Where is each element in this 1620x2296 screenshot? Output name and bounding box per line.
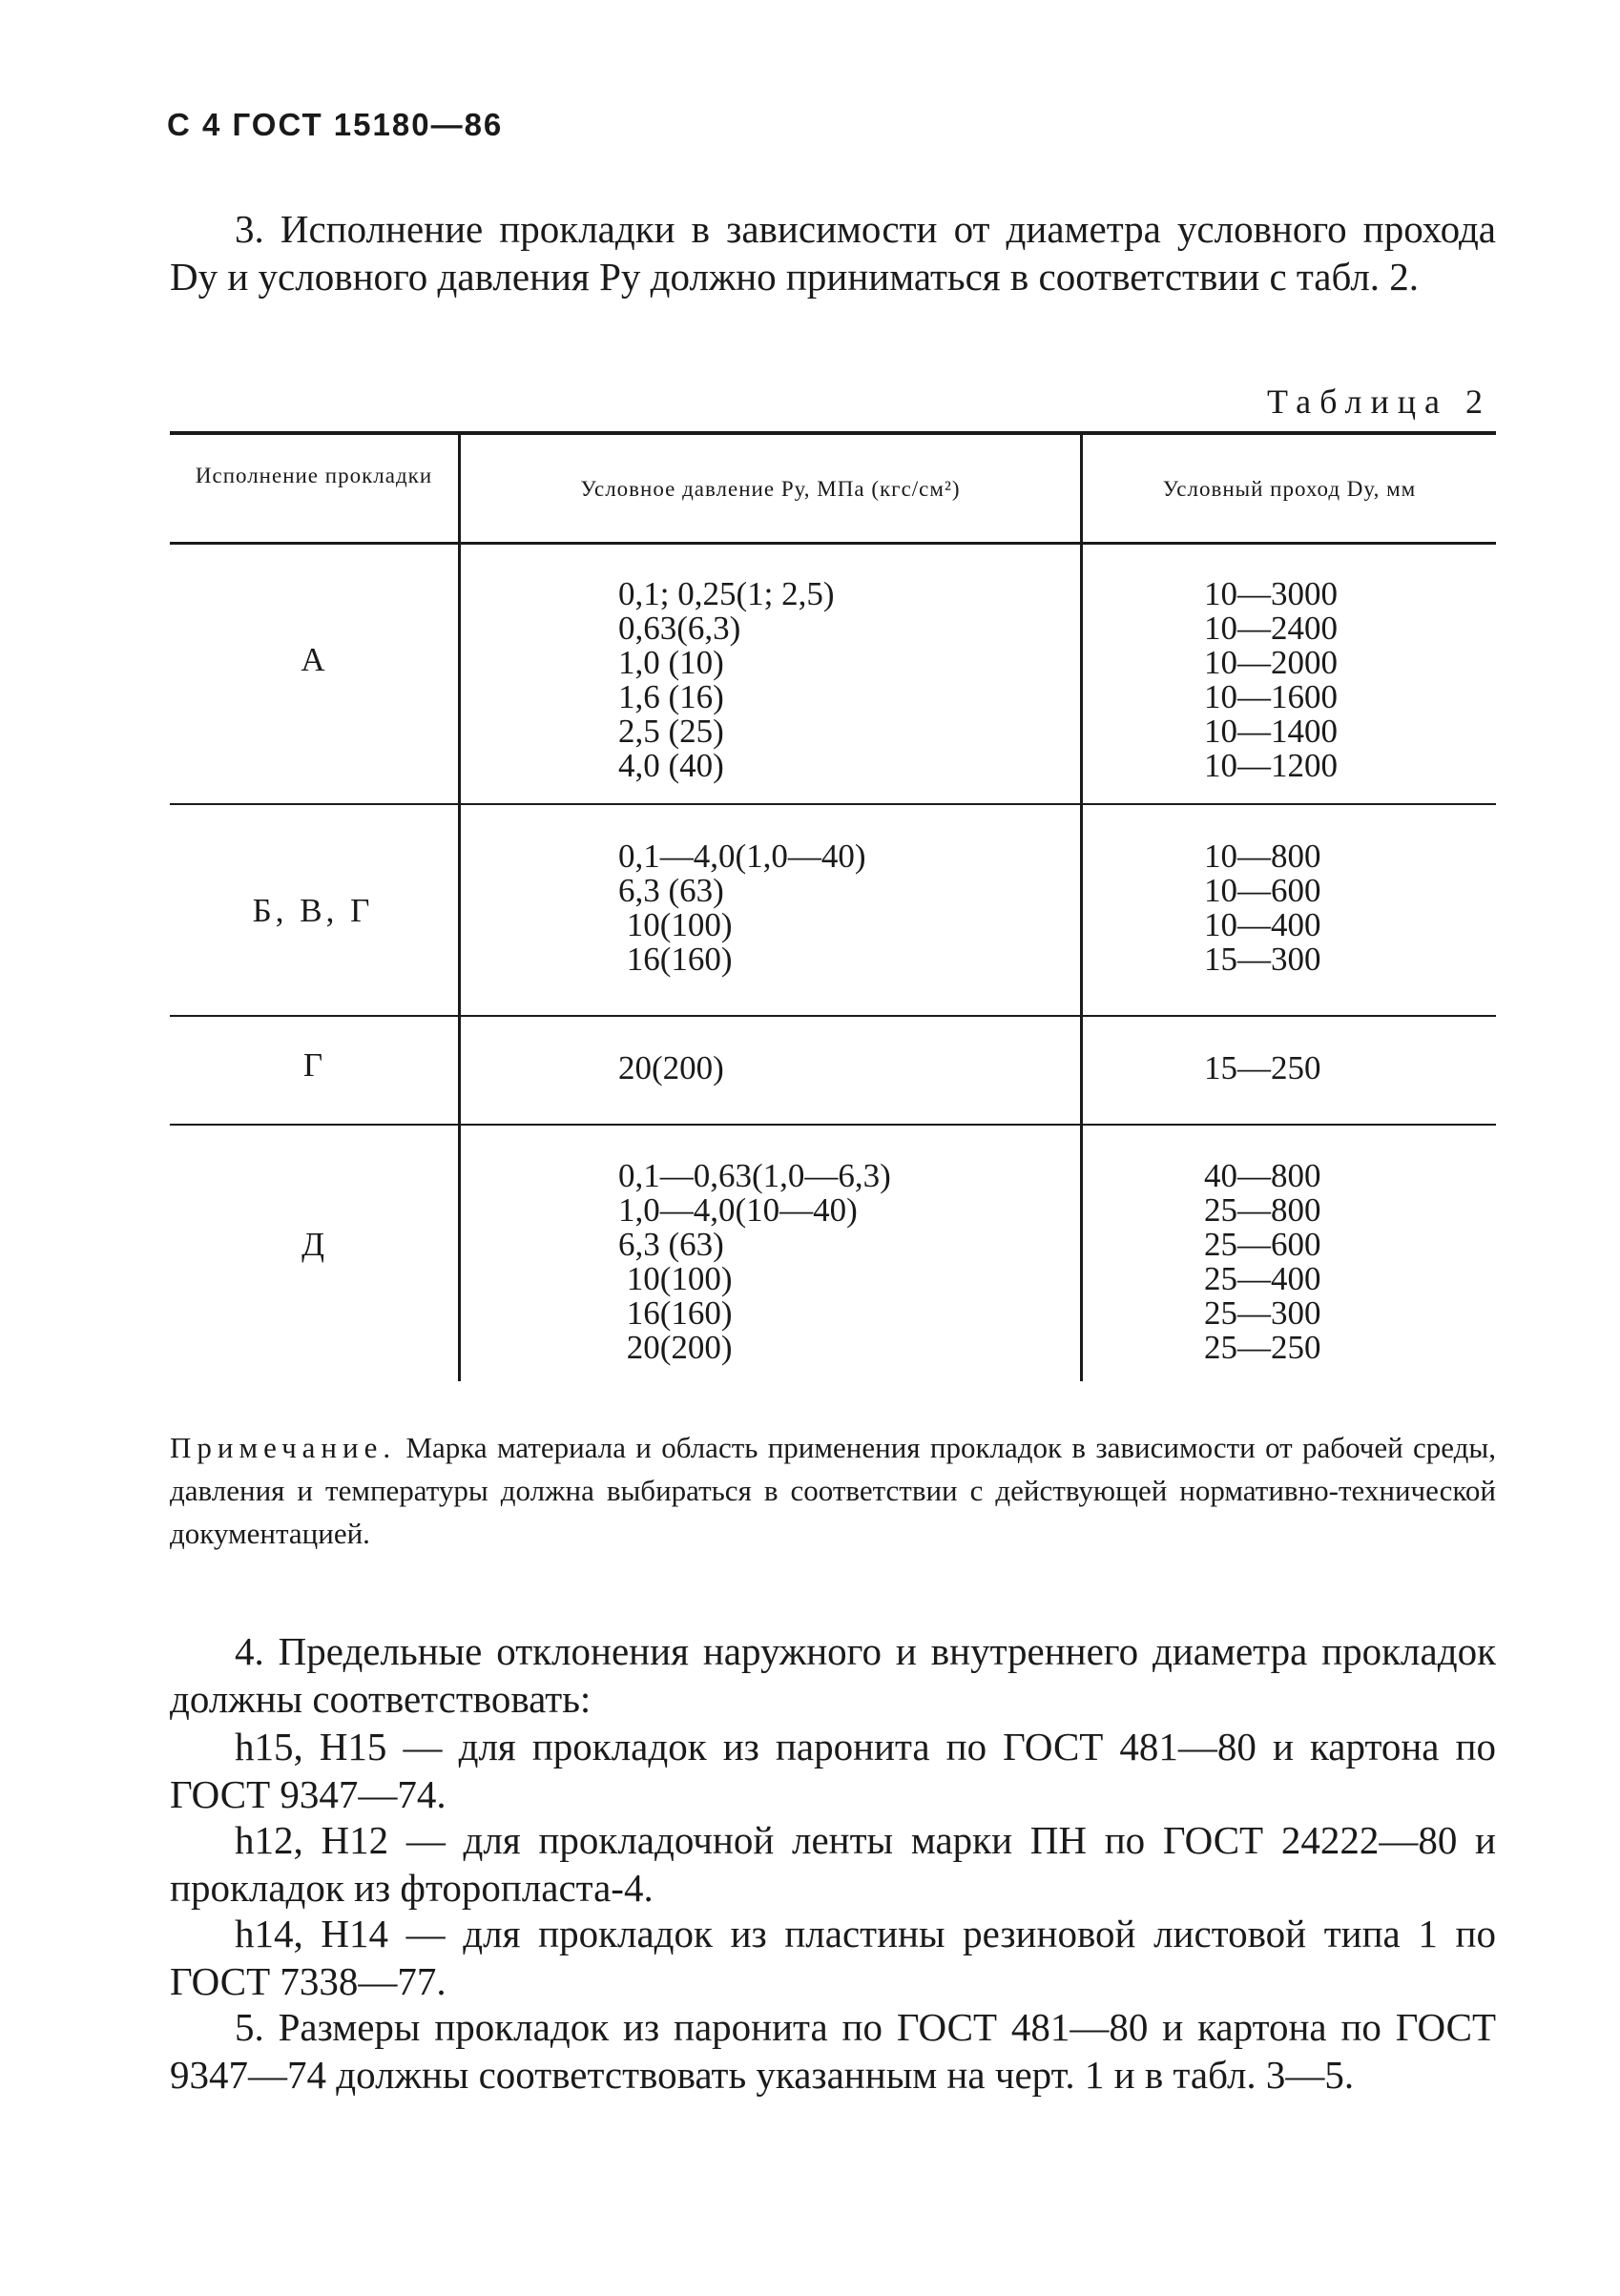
column-divider-2 xyxy=(1080,435,1083,1381)
tolerance-item: h15, H15 — для прокладок из паронита по ГОСТ 481—80 и картона по ГОСТ 9347—74. xyxy=(170,1725,1496,1816)
paragraph-5: 5. Размеры прокладок из паронита по ГОСТ 481—80 и картона по ГОСТ 9347—74 должны соответствовать указанным на черт. 1 и в табл. 3—5. xyxy=(170,2005,1496,2097)
table-cell-diameters: 15—250 xyxy=(1204,1049,1321,1086)
table-cell-pressures: 0,1—4,0(1,0—40) 6,3 (63) 10(100) 16(160) xyxy=(618,838,866,978)
table-cell-pressures: 0,1; 0,25(1; 2,5) 0,63(6,3) 1,0 (10) 1,6 (16) 2,5 (25) 4,0 (40) xyxy=(618,575,835,784)
table-cell-pressures: 0,1—0,63(1,0—6,3) 1,0—4,0(10—40) 6,3 (63) 10(100) 16(160) 20(200) xyxy=(618,1157,891,1366)
column-header-diameter: Условный проход Dу, мм xyxy=(1162,477,1417,501)
paragraph-3 xyxy=(170,205,1496,300)
note-label: Примечание. xyxy=(170,1431,397,1464)
tolerance-item: h12, H12 — для прокладочной ленты марки ПН по ГОСТ 24222—80 и прокладок из фторопласта-4. xyxy=(170,1818,1496,1910)
tolerance-item: h14, H14 — для прокладок из пластины резиновой листовой типа 1 по ГОСТ 7338—77. xyxy=(170,1912,1496,2003)
table-cell-type: Б, В, Г xyxy=(252,892,374,929)
table-header-rule xyxy=(170,542,1496,545)
note-text: Марка материала и область применения прокладок в зависимости от рабочей среды, давления и температуры должна выбираться в соответствии с действующей нормативно-технической документацией. xyxy=(170,1431,1496,1550)
table-note xyxy=(170,1426,1496,1555)
table-cell-pressures: 20(200) xyxy=(618,1049,724,1086)
column-header-pressure: Условное давление Pу, МПа (кгс/см²) xyxy=(580,477,961,501)
column-header-type: Исполнение прокладки xyxy=(195,464,433,487)
page-header: С 4 ГОСТ 15180—86 xyxy=(167,107,504,142)
table-cell-type: Д xyxy=(301,1226,324,1263)
group-divider xyxy=(170,1124,1496,1126)
table-top-rule xyxy=(170,431,1496,435)
group-divider xyxy=(170,803,1496,805)
table-cell-diameters: 40—800 25—800 25—600 25—400 25—300 25—250 xyxy=(1204,1157,1321,1366)
paragraph-4 xyxy=(170,1627,1496,1723)
group-divider xyxy=(170,1015,1496,1017)
table-cell-diameters: 10—800 10—600 10—400 15—300 xyxy=(1204,838,1321,978)
table-cell-type: Г xyxy=(302,1046,323,1084)
paragraph-3-text: 3. Исполнение прокладки в зависимости от диаметра условного прохода Dу и условного давления Pу должно приниматься в соответствии с табл. 2. xyxy=(170,207,1496,299)
paragraph-4-text: 4. Предельные отклонения наружного и внутреннего диаметра прокладок должны соответствовать: xyxy=(170,1629,1496,1721)
table-caption: Таблица 2 xyxy=(1267,383,1491,421)
table-cell-type: А xyxy=(301,641,325,678)
column-divider-1 xyxy=(458,435,461,1381)
table-cell-diameters: 10—3000 10—2400 10—2000 10—1600 10—1400 10—1200 xyxy=(1204,575,1338,784)
